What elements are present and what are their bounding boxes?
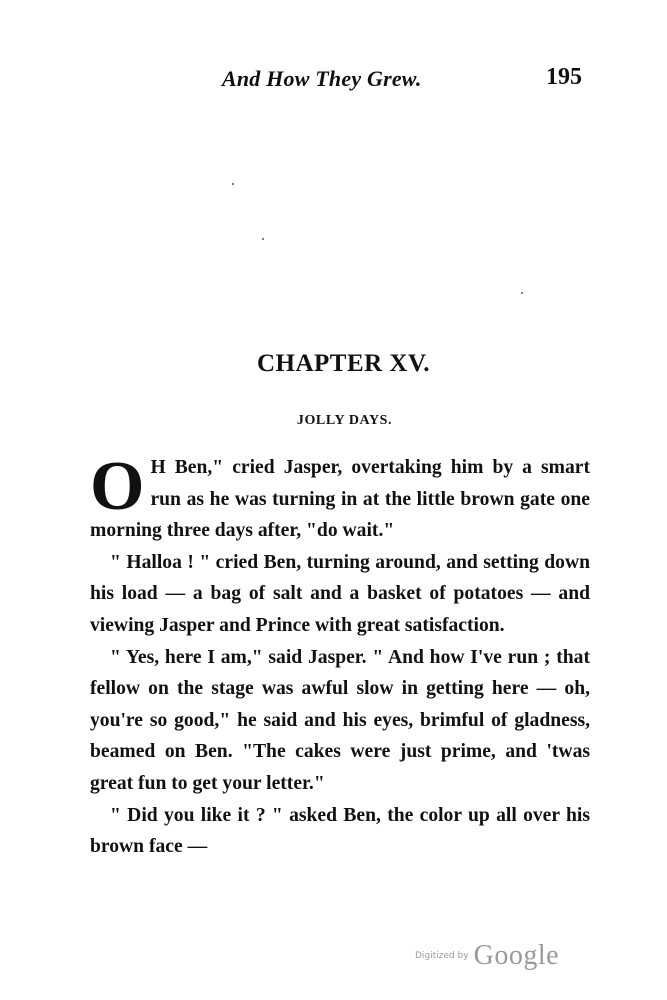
print-speck — [521, 292, 523, 294]
paragraph: " Did you like it ? " asked Ben, the color up all over his brown face — — [90, 804, 590, 858]
digitized-watermark — [415, 940, 559, 972]
paragraph: " Yes, here I am," said Jasper. " And how I've run ; that fellow on the stage was awful slow in getting here — oh, you're so good," he said and his eyes, brimful of gladness, beamed on Ben. "The cakes were just prime, and 'twas great fun to get your letter." — [90, 646, 590, 794]
print-speck — [262, 238, 264, 240]
paragraph — [90, 448, 590, 547]
body-text — [90, 448, 590, 863]
chapter-subtitle: JOLLY DAYS. — [296, 413, 393, 428]
print-speck — [232, 183, 234, 185]
paragraph: " Halloa ! " cried Ben, turning around, and setting down his load — a bag of salt and a basket of potatoes — and viewing Jasper and Prince with great satisfaction. — [90, 551, 590, 636]
page-number: 195 — [546, 64, 582, 90]
watermark-brand: Google — [473, 940, 560, 971]
drop-cap: O — [90, 448, 145, 525]
paragraph-text: H Ben," cried Jasper, overtaking him by a smart run as he was turning in at the little brown gate one morning three days after, "do wait." — [90, 457, 590, 542]
running-head: And How They Grew. — [222, 66, 422, 91]
chapter-title: CHAPTER XV. — [256, 350, 431, 377]
watermark-prefix: Digitized by — [415, 951, 469, 961]
